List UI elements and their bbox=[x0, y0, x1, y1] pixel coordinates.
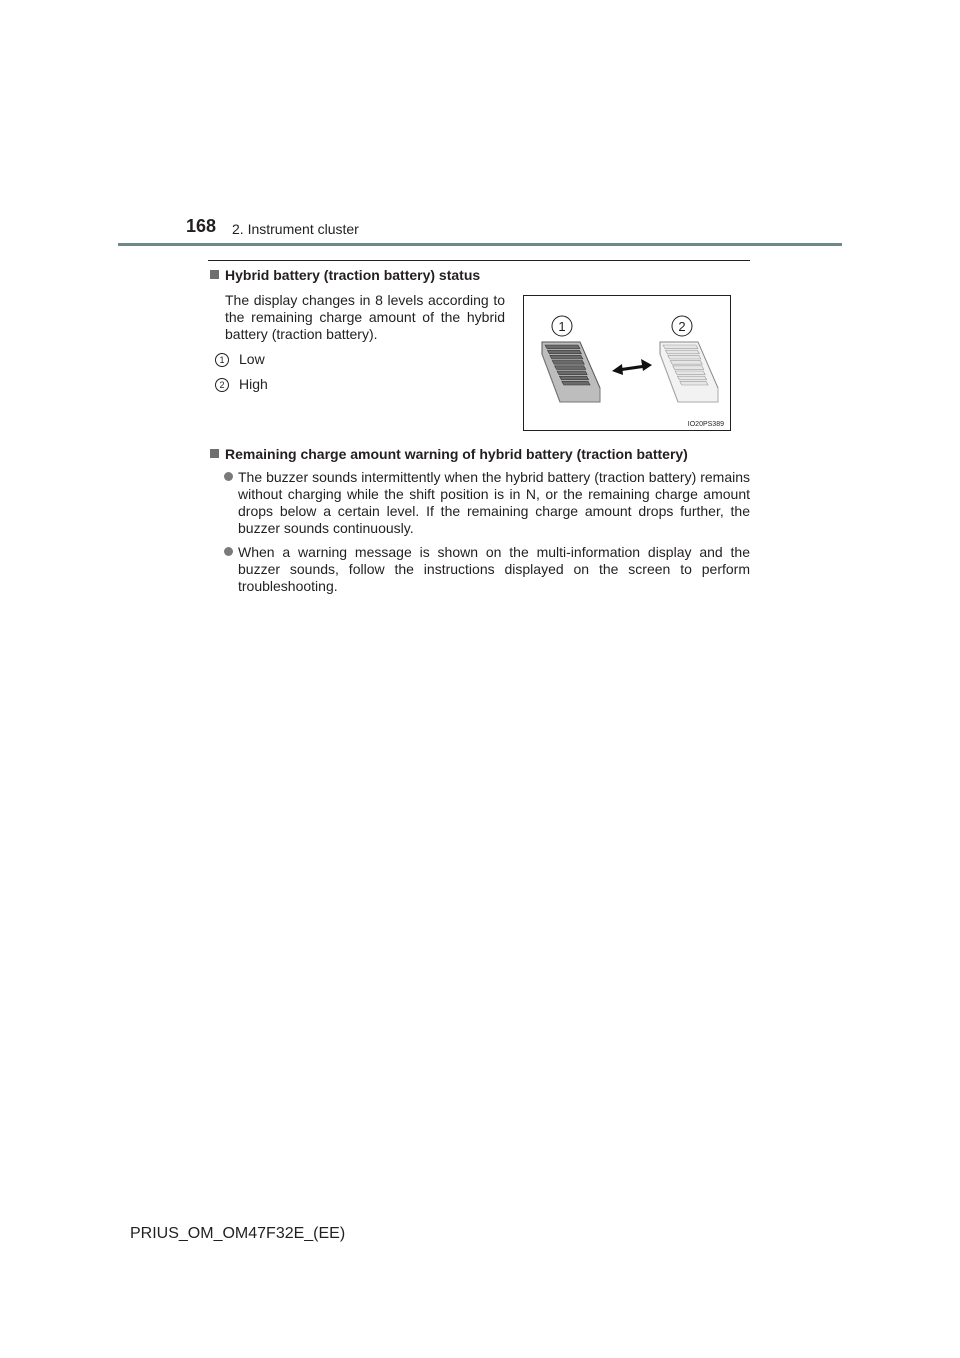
battery-segment bbox=[557, 371, 587, 375]
item-label: High bbox=[239, 376, 268, 392]
heading-text: Remaining charge amount warning of hybrid battery (traction battery) bbox=[225, 446, 688, 462]
battery-segment bbox=[668, 355, 701, 359]
callout-2 bbox=[672, 316, 692, 336]
battery-segment bbox=[673, 366, 704, 370]
circled-number-2-icon: 2 bbox=[215, 378, 229, 392]
item-label: Low bbox=[239, 351, 265, 367]
battery-segment bbox=[555, 366, 586, 370]
battery-level-figure bbox=[523, 295, 731, 431]
bullet-dot-icon bbox=[224, 547, 233, 556]
bullet-dot-icon bbox=[224, 472, 233, 481]
battery-segment bbox=[665, 350, 699, 354]
battery-segment bbox=[675, 371, 705, 375]
bullet-text: When a warning message is shown on the multi-information display and the buzzer sounds, follow the instructions displayed on the screen to perform troubleshooting. bbox=[238, 544, 750, 594]
footer-manual-code: PRIUS_OM_OM47F32E_(EE) bbox=[130, 1225, 346, 1242]
callout-1 bbox=[552, 316, 572, 336]
page-number: 168 bbox=[186, 216, 217, 236]
battery-segment bbox=[670, 361, 702, 365]
battery-segment bbox=[559, 376, 588, 380]
battery-level-illustration bbox=[524, 296, 732, 432]
section-heading-charge-warning bbox=[210, 446, 688, 463]
list-item-low bbox=[215, 351, 265, 368]
header-rule bbox=[118, 243, 842, 246]
battery-segment bbox=[663, 345, 698, 349]
section-rule bbox=[208, 260, 750, 261]
section-heading-battery-status bbox=[210, 267, 480, 284]
battery-status-paragraph: The display changes in 8 levels according to the remaining charge amount of the hybrid battery (traction battery). bbox=[225, 292, 505, 342]
square-bullet-icon bbox=[210, 449, 219, 458]
battery-segment bbox=[547, 350, 581, 354]
chapter-title: 2. Instrument cluster bbox=[232, 221, 359, 237]
figure-code: IO20PS389 bbox=[687, 421, 724, 428]
heading-text: Hybrid battery (traction battery) status bbox=[225, 267, 481, 283]
battery-segment bbox=[677, 376, 706, 380]
battery-segment bbox=[562, 381, 590, 385]
bullet-item-buzzer-intermittent bbox=[224, 469, 750, 537]
high-level-indicator bbox=[660, 342, 718, 402]
battery-segment bbox=[545, 345, 580, 349]
battery-segment bbox=[550, 355, 583, 359]
svg-text:1: 1 bbox=[558, 319, 566, 334]
battery-segment bbox=[680, 381, 708, 385]
list-item-high bbox=[215, 376, 268, 393]
low-level-indicator bbox=[542, 342, 600, 402]
bullet-item-warning-message bbox=[224, 544, 750, 595]
battery-segment bbox=[552, 361, 584, 365]
double-arrow-icon bbox=[612, 359, 652, 375]
svg-text:2: 2 bbox=[678, 319, 686, 334]
circled-number-1-icon: 1 bbox=[215, 353, 229, 367]
bullet-text: The buzzer sounds intermittently when the hybrid battery (traction battery) remains without charging while the shift position is in N, or the remaining charge amount drops below a certain level. If the remaining charge amount drops further, the buzzer sounds continuously. bbox=[238, 469, 750, 536]
square-bullet-icon bbox=[210, 270, 219, 279]
